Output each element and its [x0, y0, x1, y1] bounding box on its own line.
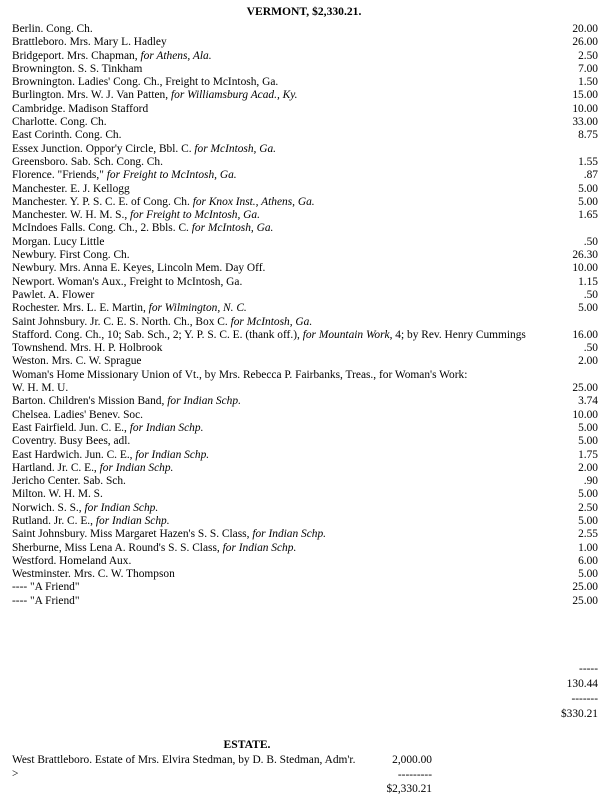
donor-segment: Charlotte. Cong. Ch.	[12, 116, 107, 129]
donor-segment: ---- "A Friend"	[12, 594, 80, 607]
donation-amount: 1.15	[578, 275, 598, 288]
donor-text	[12, 502, 578, 515]
designation-text: for Wilmington, N. C.	[148, 302, 247, 315]
subtotal-rule: -----	[579, 663, 598, 675]
donation-row	[12, 395, 598, 408]
donation-row	[12, 422, 598, 435]
donation-row	[12, 542, 598, 555]
donor-segment: , 4; by Rev. Henry Cummings	[389, 328, 526, 341]
donation-amount: 10.00	[572, 408, 598, 421]
donation-amount: 1.50	[578, 76, 598, 89]
donor-segment: Chelsea. Ladies' Benev. Soc.	[12, 408, 144, 421]
estate-rule: ---------	[397, 769, 432, 781]
section-title: VERMONT, $2,330.21.	[246, 5, 362, 18]
donor-segment: Coventry. Busy Bees, adl.	[12, 435, 131, 448]
donation-row	[12, 382, 598, 395]
donation-row	[12, 129, 598, 142]
designation-text: for Freight to McIntosh, Ga.	[106, 169, 237, 182]
donor-text	[12, 209, 578, 222]
donor-text	[12, 276, 578, 289]
donation-row	[12, 528, 598, 541]
donor-segment: W. H. M. U.	[12, 382, 69, 395]
donor-text	[12, 129, 578, 142]
donor-segment: Jericho Center. Sab. Sch.	[12, 475, 126, 488]
donation-row	[12, 342, 598, 355]
donation-row	[12, 36, 598, 49]
donor-segment: Westminster. Mrs. C. W. Thompson	[12, 568, 175, 581]
donation-row	[12, 276, 598, 289]
donor-segment: Weston. Mrs. C. W. Sprague	[12, 355, 142, 368]
donation-amount: 15.00	[572, 89, 598, 102]
donation-amount: 5.00	[578, 182, 598, 195]
donor-text	[12, 36, 572, 49]
donor-segment: Stafford. Cong. Ch., 10; Sab. Sch., 2; Y. P. S. C. E. (thank off.),	[12, 328, 303, 341]
donation-row	[12, 568, 598, 581]
donation-amount: .90	[583, 475, 598, 488]
donation-row	[12, 369, 598, 382]
donation-amount: 10.00	[572, 102, 598, 115]
donation-row	[12, 515, 598, 528]
donation-row	[12, 236, 598, 249]
donor-segment: Manchester. Y. P. S. C. E. of Cong. Ch.	[12, 195, 193, 208]
donor-text	[12, 196, 578, 209]
donor-text	[12, 568, 578, 581]
grand-total: $2,330.21	[386, 783, 432, 795]
donor-text	[12, 89, 572, 102]
donation-amount: 1.55	[578, 155, 598, 168]
donor-text	[12, 382, 572, 395]
designation-text: for Indian Schp.	[84, 501, 159, 514]
designation-text: for McIntosh, Ga.	[230, 315, 313, 328]
donation-amount: 5.00	[578, 195, 598, 208]
estate-entry-amount: 2,000.00	[392, 754, 432, 766]
wmu-subtotal: 130.44	[566, 678, 598, 690]
donation-row	[12, 555, 598, 568]
donor-segment: Manchester. E. J. Kellogg	[12, 182, 130, 195]
donation-amount: 5.00	[578, 435, 598, 448]
donor-text	[12, 289, 584, 302]
donor-text	[12, 542, 578, 555]
donor-text	[12, 449, 578, 462]
donation-row	[12, 89, 598, 102]
donation-row	[12, 409, 598, 422]
donation-amount: 5.00	[578, 302, 598, 315]
donation-row	[12, 355, 598, 368]
donor-text	[12, 236, 584, 249]
donation-row	[12, 156, 598, 169]
donor-text	[12, 169, 584, 182]
donor-segment: Newport. Woman's Aux., Freight to McIntosh, Ga.	[12, 275, 243, 288]
donation-row	[12, 209, 598, 222]
donor-segment: East Hardwich. Jun. C. E.,	[12, 448, 136, 461]
donor-text	[12, 515, 578, 528]
donation-amount: 25.00	[572, 581, 598, 594]
donor-segment: McIndoes Falls. Cong. Ch., 2. Bbls. C.	[12, 222, 192, 235]
donation-row	[12, 462, 598, 475]
designation-text: for McIntosh, Ga.	[191, 222, 274, 235]
donor-segment: Brownington. S. S. Tinkham	[12, 62, 143, 75]
donor-segment: Essex Junction. Oppor'y Circle, Bbl. C.	[12, 142, 195, 155]
donation-amount: 2.00	[578, 355, 598, 368]
designation-text: for Indian Schp.	[252, 528, 327, 541]
donor-segment: Westford. Homeland Aux.	[12, 554, 132, 567]
donation-row	[12, 196, 598, 209]
designation-text: for Mountain Work	[302, 328, 390, 341]
donor-segment: Rochester. Mrs. L. E. Martin,	[12, 302, 149, 315]
estate-marker: >	[12, 768, 19, 780]
donation-row	[12, 595, 598, 608]
donor-segment: Greensboro. Sab. Sch. Cong. Ch.	[12, 155, 163, 168]
donor-text	[12, 116, 572, 129]
donation-amount: 25.00	[572, 382, 598, 395]
donor-segment: East Corinth. Cong. Ch.	[12, 129, 122, 142]
donation-row	[12, 488, 598, 501]
donor-segment: Barton. Children's Mission Band,	[12, 395, 168, 408]
donor-segment: Brattleboro. Mrs. Mary L. Hadley	[12, 36, 167, 49]
donor-text	[12, 488, 578, 501]
donation-row	[12, 183, 598, 196]
designation-text: for Indian Schp.	[167, 395, 241, 408]
donation-amount: 1.65	[578, 209, 598, 222]
donation-amount: .50	[583, 342, 598, 355]
donor-text	[12, 316, 598, 329]
donation-amount: 20.00	[572, 23, 598, 35]
donation-amount: 6.00	[578, 554, 598, 567]
donation-row	[12, 289, 598, 302]
donor-segment: Newbury. First Cong. Ch.	[12, 249, 130, 262]
donation-row	[12, 262, 598, 275]
donation-amount: 33.00	[572, 116, 598, 129]
donor-segment: Manchester. W. H. M. S.,	[12, 209, 131, 222]
donation-row	[12, 116, 598, 129]
estate-heading: ESTATE.	[223, 738, 271, 751]
donor-text	[12, 103, 572, 116]
donor-text	[12, 262, 572, 275]
donation-row	[12, 316, 598, 329]
donation-row	[12, 222, 598, 235]
designation-text: for Athens, Ala.	[140, 49, 212, 62]
donor-segment: Hartland. Jr. C. E.,	[12, 461, 100, 474]
donation-amount: 2.00	[578, 461, 598, 474]
donor-text	[12, 528, 578, 541]
donation-amount: .50	[583, 288, 598, 301]
donor-text	[12, 143, 598, 156]
donor-segment: Sherburne, Miss Lena A. Round's S. S. Class,	[12, 541, 223, 554]
donor-text	[12, 395, 578, 408]
designation-text: for Indian Schp.	[129, 421, 204, 434]
donor-text	[12, 422, 578, 435]
donation-amount: 10.00	[572, 262, 598, 275]
designation-text: for Indian Schp.	[135, 448, 210, 461]
donation-row	[12, 502, 598, 515]
donation-amount: 5.00	[578, 514, 598, 527]
donor-text	[12, 369, 598, 382]
donor-segment: Newbury. Mrs. Anna E. Keyes, Lincoln Mem. Day Off.	[12, 262, 266, 275]
donation-amount: 5.00	[578, 568, 598, 581]
donor-text	[12, 50, 578, 63]
donor-text	[12, 555, 578, 568]
donation-amount: 1.00	[578, 541, 598, 554]
donation-row	[12, 302, 598, 315]
designation-text: for Williamsburg Acad., Ky.	[170, 89, 298, 102]
donation-amount: 5.00	[578, 488, 598, 501]
donation-amount: 26.00	[572, 36, 598, 49]
donation-row	[12, 449, 598, 462]
donor-text	[12, 23, 572, 36]
donor-segment: Milton. W. H. M. S.	[12, 488, 103, 501]
estate-entry-text: West Brattleboro. Estate of Mrs. Elvira Stedman, by D. B. Stedman, Adm'r.	[12, 754, 356, 766]
donation-row	[12, 435, 598, 448]
designation-text: for Indian Schp.	[99, 461, 174, 474]
donation-amount: 25.00	[572, 594, 598, 607]
donor-text	[12, 183, 578, 196]
donor-text	[12, 222, 598, 235]
donor-text	[12, 63, 578, 76]
donor-segment: Berlin. Cong. Ch.	[12, 23, 93, 35]
donation-amount: 1.75	[578, 448, 598, 461]
donor-segment: Bridgeport. Mrs. Chapman,	[12, 49, 141, 62]
donor-segment: Norwich. S. S.,	[12, 501, 85, 514]
donor-segment: ---- "A Friend"	[12, 581, 80, 594]
donor-segment: Woman's Home Missionary Union of Vt., by Mrs. Rebecca P. Fairbanks, Treas., for Woman's Work:	[12, 368, 468, 381]
designation-text: for Indian Schp.	[222, 541, 297, 554]
donation-amount: .87	[583, 169, 598, 182]
designation-text: for McIntosh, Ga.	[194, 142, 277, 155]
donor-text	[12, 595, 572, 608]
donor-text	[12, 409, 572, 422]
donation-row	[12, 50, 598, 63]
donor-text	[12, 329, 572, 342]
donation-row	[12, 249, 598, 262]
donation-row	[12, 76, 598, 89]
donor-segment: East Fairfield. Jun. C. E.,	[12, 421, 130, 434]
donor-text	[12, 475, 584, 488]
donation-row	[12, 63, 598, 76]
donor-segment: Saint Johnsbury. Jr. C. E. S. North. Ch., Box C.	[12, 315, 231, 328]
donor-text	[12, 302, 578, 315]
donation-row	[12, 581, 598, 594]
donor-text	[12, 355, 578, 368]
designation-text: for Knox Inst., Athens, Ga.	[192, 195, 315, 208]
donation-amount: 2.50	[578, 49, 598, 62]
donation-amount: 16.00	[572, 328, 598, 341]
donor-segment: Morgan. Lucy Little	[12, 235, 105, 248]
donation-row	[12, 329, 598, 342]
donor-text	[12, 249, 572, 262]
donor-segment: Rutland. Jr. C. E.,	[12, 514, 96, 527]
donation-row	[12, 103, 598, 116]
donor-segment: Burlington. Mrs. W. J. Van Patten,	[12, 89, 171, 102]
donation-amount: 7.00	[578, 62, 598, 75]
donation-row	[12, 23, 598, 36]
donor-text	[12, 435, 578, 448]
donation-amount: 26.30	[572, 249, 598, 262]
donation-amount: 5.00	[578, 421, 598, 434]
donation-amount: 3.74	[578, 395, 598, 408]
designation-text: for Indian Schp.	[95, 514, 170, 527]
donation-row	[12, 169, 598, 182]
state-total: $330.21	[560, 708, 598, 720]
donation-amount: .50	[583, 235, 598, 248]
donor-text	[12, 581, 572, 594]
donor-segment: Pawlet. A. Flower	[12, 288, 95, 301]
donor-text	[12, 342, 584, 355]
donation-list	[12, 23, 598, 608]
donor-segment: Townshend. Mrs. H. P. Holbrook	[12, 342, 163, 355]
donation-row	[12, 143, 598, 156]
donation-row	[12, 475, 598, 488]
donor-text	[12, 462, 578, 475]
donor-text	[12, 156, 578, 169]
donation-amount: 8.75	[578, 129, 598, 142]
donor-segment: Cambridge. Madison Stafford	[12, 102, 149, 115]
donation-amount: 2.50	[578, 501, 598, 514]
total-rule: -------	[571, 693, 598, 705]
donor-segment: Florence. "Friends,"	[12, 169, 107, 182]
donor-segment: Saint Johnsbury. Miss Margaret Hazen's S. S. Class,	[12, 528, 253, 541]
donation-amount: 2.55	[578, 528, 598, 541]
donor-text	[12, 76, 578, 89]
designation-text: for Freight to McIntosh, Ga.	[130, 209, 260, 222]
donor-segment: Brownington. Ladies' Cong. Ch., Freight to McIntosh, Ga.	[12, 76, 279, 89]
